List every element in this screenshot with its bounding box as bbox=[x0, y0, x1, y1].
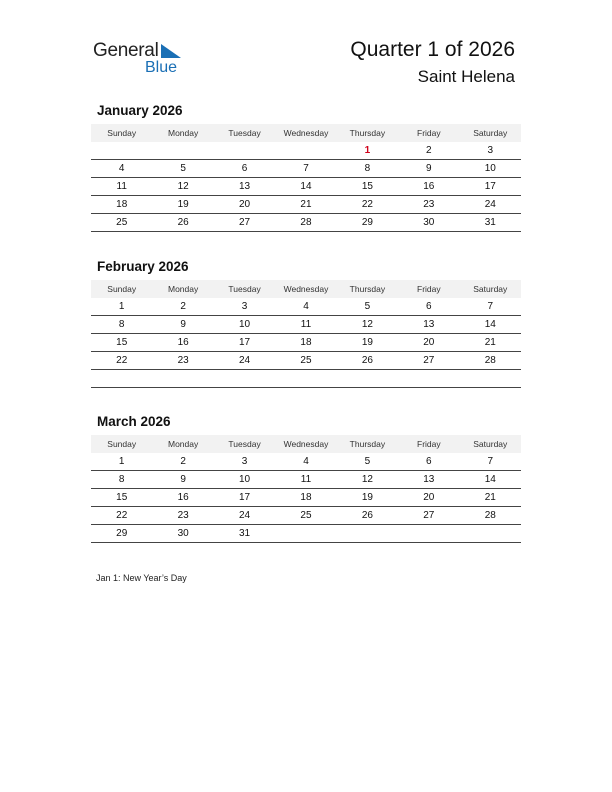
day-cell: 29 bbox=[91, 525, 152, 543]
weekday-header: Saturday bbox=[460, 280, 521, 298]
day-cell: 21 bbox=[460, 489, 521, 507]
day-cell: 13 bbox=[398, 316, 459, 334]
day-cell: 3 bbox=[460, 142, 521, 160]
weekday-header: Tuesday bbox=[214, 435, 275, 453]
weekday-header: Monday bbox=[152, 435, 213, 453]
day-cell: 9 bbox=[152, 471, 213, 489]
day-cell: 23 bbox=[152, 352, 213, 370]
day-cell: 28 bbox=[460, 352, 521, 370]
week-row bbox=[91, 196, 521, 214]
day-cell: 15 bbox=[91, 334, 152, 352]
day-cell: 4 bbox=[275, 453, 336, 471]
day-cell: 24 bbox=[460, 196, 521, 214]
weekday-header-row bbox=[91, 435, 521, 453]
day-cell bbox=[214, 370, 275, 388]
day-cell bbox=[152, 142, 213, 160]
day-cell: 4 bbox=[91, 160, 152, 178]
day-cell: 12 bbox=[152, 178, 213, 196]
weekday-header: Tuesday bbox=[214, 124, 275, 142]
day-cell: 27 bbox=[214, 214, 275, 232]
weekday-header: Friday bbox=[398, 435, 459, 453]
day-cell: 31 bbox=[460, 214, 521, 232]
month-march bbox=[91, 414, 521, 543]
day-cell: 17 bbox=[214, 334, 275, 352]
day-cell bbox=[214, 142, 275, 160]
week-row bbox=[91, 298, 521, 316]
day-cell: 10 bbox=[214, 316, 275, 334]
day-cell: 6 bbox=[398, 453, 459, 471]
day-cell: 26 bbox=[337, 352, 398, 370]
day-cell: 12 bbox=[337, 316, 398, 334]
week-row bbox=[91, 178, 521, 196]
day-cell: 9 bbox=[398, 160, 459, 178]
week-row bbox=[91, 370, 521, 388]
weekday-header-row bbox=[91, 280, 521, 298]
week-row bbox=[91, 471, 521, 489]
day-cell: 24 bbox=[214, 507, 275, 525]
brand-logo bbox=[93, 40, 193, 80]
day-cell: 18 bbox=[275, 489, 336, 507]
logo-triangle-icon bbox=[161, 44, 181, 58]
month-title: February 2026 bbox=[97, 259, 189, 274]
weekday-header: Saturday bbox=[460, 124, 521, 142]
weekday-header: Thursday bbox=[337, 435, 398, 453]
week-row bbox=[91, 160, 521, 178]
day-cell: 17 bbox=[460, 178, 521, 196]
day-cell: 18 bbox=[91, 196, 152, 214]
day-cell: 25 bbox=[275, 507, 336, 525]
day-cell: 6 bbox=[398, 298, 459, 316]
day-cell bbox=[460, 370, 521, 388]
day-cell: 19 bbox=[337, 489, 398, 507]
day-cell: 20 bbox=[214, 196, 275, 214]
day-cell: 16 bbox=[398, 178, 459, 196]
weekday-header: Wednesday bbox=[275, 435, 336, 453]
day-cell: 15 bbox=[337, 178, 398, 196]
month-january bbox=[91, 103, 521, 232]
day-cell: 5 bbox=[337, 453, 398, 471]
day-cell: 26 bbox=[337, 507, 398, 525]
day-cell: 1 bbox=[337, 142, 398, 160]
day-cell: 25 bbox=[91, 214, 152, 232]
day-cell: 13 bbox=[398, 471, 459, 489]
week-row bbox=[91, 525, 521, 543]
day-cell bbox=[152, 370, 213, 388]
day-cell: 14 bbox=[460, 471, 521, 489]
day-cell: 9 bbox=[152, 316, 213, 334]
weekday-header: Sunday bbox=[91, 435, 152, 453]
day-cell: 13 bbox=[214, 178, 275, 196]
holiday-note: Jan 1: New Year’s Day bbox=[96, 573, 187, 583]
day-cell bbox=[337, 370, 398, 388]
day-cell: 15 bbox=[91, 489, 152, 507]
weekday-header: Wednesday bbox=[275, 280, 336, 298]
day-cell: 8 bbox=[91, 471, 152, 489]
week-row bbox=[91, 507, 521, 525]
week-row bbox=[91, 489, 521, 507]
day-cell bbox=[275, 525, 336, 543]
day-cell: 12 bbox=[337, 471, 398, 489]
day-cell: 28 bbox=[460, 507, 521, 525]
day-cell: 23 bbox=[152, 507, 213, 525]
day-cell: 7 bbox=[275, 160, 336, 178]
week-row bbox=[91, 352, 521, 370]
day-cell: 16 bbox=[152, 489, 213, 507]
day-cell: 26 bbox=[152, 214, 213, 232]
calendar-table bbox=[91, 280, 521, 388]
day-cell bbox=[398, 370, 459, 388]
day-cell bbox=[275, 370, 336, 388]
day-cell: 21 bbox=[275, 196, 336, 214]
day-cell: 22 bbox=[337, 196, 398, 214]
day-cell: 19 bbox=[152, 196, 213, 214]
day-cell: 16 bbox=[152, 334, 213, 352]
week-row bbox=[91, 142, 521, 160]
day-cell: 2 bbox=[398, 142, 459, 160]
day-cell: 1 bbox=[91, 298, 152, 316]
day-cell: 1 bbox=[91, 453, 152, 471]
day-cell: 23 bbox=[398, 196, 459, 214]
week-row bbox=[91, 453, 521, 471]
weekday-header-row bbox=[91, 124, 521, 142]
day-cell bbox=[337, 525, 398, 543]
logo-text-general: General bbox=[93, 40, 159, 61]
day-cell: 28 bbox=[275, 214, 336, 232]
day-cell: 20 bbox=[398, 334, 459, 352]
day-cell: 7 bbox=[460, 453, 521, 471]
day-cell bbox=[460, 525, 521, 543]
weekday-header: Thursday bbox=[337, 280, 398, 298]
day-cell: 3 bbox=[214, 298, 275, 316]
day-cell: 18 bbox=[275, 334, 336, 352]
page-subtitle: Saint Helena bbox=[417, 67, 515, 86]
weekday-header: Wednesday bbox=[275, 124, 336, 142]
day-cell bbox=[398, 525, 459, 543]
day-cell: 7 bbox=[460, 298, 521, 316]
day-cell bbox=[91, 142, 152, 160]
day-cell: 14 bbox=[275, 178, 336, 196]
page-title: Quarter 1 of 2026 bbox=[350, 38, 515, 61]
month-title: March 2026 bbox=[97, 414, 171, 429]
day-cell: 8 bbox=[337, 160, 398, 178]
day-cell: 5 bbox=[337, 298, 398, 316]
day-cell: 20 bbox=[398, 489, 459, 507]
day-cell: 27 bbox=[398, 352, 459, 370]
weekday-header: Friday bbox=[398, 124, 459, 142]
day-cell: 6 bbox=[214, 160, 275, 178]
weekday-header: Saturday bbox=[460, 435, 521, 453]
week-row bbox=[91, 334, 521, 352]
day-cell: 2 bbox=[152, 453, 213, 471]
weekday-header: Tuesday bbox=[214, 280, 275, 298]
day-cell: 11 bbox=[91, 178, 152, 196]
calendar-table bbox=[91, 124, 521, 232]
week-row bbox=[91, 214, 521, 232]
day-cell: 5 bbox=[152, 160, 213, 178]
weekday-header: Friday bbox=[398, 280, 459, 298]
day-cell bbox=[91, 370, 152, 388]
day-cell: 11 bbox=[275, 316, 336, 334]
weekday-header: Sunday bbox=[91, 280, 152, 298]
day-cell: 27 bbox=[398, 507, 459, 525]
day-cell: 3 bbox=[214, 453, 275, 471]
day-cell bbox=[275, 142, 336, 160]
day-cell: 19 bbox=[337, 334, 398, 352]
day-cell: 2 bbox=[152, 298, 213, 316]
day-cell: 29 bbox=[337, 214, 398, 232]
day-cell: 25 bbox=[275, 352, 336, 370]
day-cell: 22 bbox=[91, 507, 152, 525]
holiday-notes bbox=[96, 573, 187, 583]
day-cell: 10 bbox=[460, 160, 521, 178]
day-cell: 31 bbox=[214, 525, 275, 543]
day-cell: 24 bbox=[214, 352, 275, 370]
calendar-table bbox=[91, 435, 521, 543]
day-cell: 11 bbox=[275, 471, 336, 489]
month-title: January 2026 bbox=[97, 103, 183, 118]
day-cell: 8 bbox=[91, 316, 152, 334]
day-cell: 4 bbox=[275, 298, 336, 316]
day-cell: 30 bbox=[152, 525, 213, 543]
day-cell: 22 bbox=[91, 352, 152, 370]
logo-text-blue: Blue bbox=[145, 59, 178, 76]
month-february bbox=[91, 259, 521, 388]
day-cell: 21 bbox=[460, 334, 521, 352]
day-cell: 14 bbox=[460, 316, 521, 334]
day-cell: 17 bbox=[214, 489, 275, 507]
day-cell: 10 bbox=[214, 471, 275, 489]
weekday-header: Monday bbox=[152, 124, 213, 142]
weekday-header: Sunday bbox=[91, 124, 152, 142]
day-cell: 30 bbox=[398, 214, 459, 232]
week-row bbox=[91, 316, 521, 334]
weekday-header: Monday bbox=[152, 280, 213, 298]
weekday-header: Thursday bbox=[337, 124, 398, 142]
